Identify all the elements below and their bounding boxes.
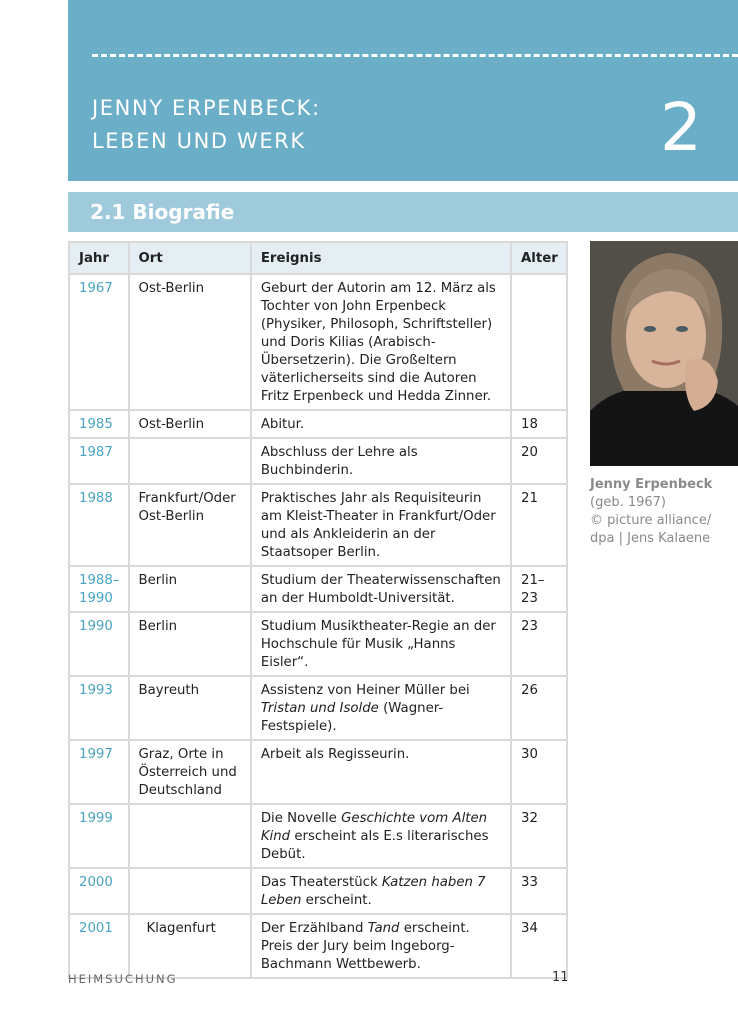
table-row bbox=[69, 740, 567, 804]
page-number: 11 bbox=[552, 970, 569, 985]
event-cell: Abschluss der Lehre als Buchbinderin. bbox=[251, 438, 511, 484]
year-cell: 1990 bbox=[69, 612, 129, 676]
column-header-year: Jahr bbox=[69, 242, 129, 274]
event-cell: Studium Musiktheater-Regie an der Hochschule für Musik „Hanns Eisler“. bbox=[251, 612, 511, 676]
year-cell: 2000 bbox=[69, 868, 129, 914]
event-text: Der Erzählband bbox=[260, 921, 368, 936]
event-text: Das Theaterstück bbox=[260, 875, 382, 890]
year-cell: 1993 bbox=[69, 676, 129, 740]
section-label: Biografie bbox=[132, 200, 235, 224]
year-cell: 1988–1990 bbox=[69, 566, 129, 612]
table-row bbox=[69, 612, 567, 676]
event-cell: Abitur. bbox=[251, 410, 511, 438]
work-title: Geschichte vom Alten Kind bbox=[260, 811, 488, 844]
caption-name: Jenny Erpenbeck bbox=[590, 477, 713, 492]
year-cell: 1997 bbox=[69, 740, 129, 804]
caption-credit-line1: © picture alliance/ bbox=[590, 513, 712, 528]
work-title: Tand bbox=[367, 921, 400, 936]
age-cell: 20 bbox=[511, 438, 567, 484]
table-row bbox=[69, 438, 567, 484]
chapter-title bbox=[92, 92, 321, 158]
year-cell: 1987 bbox=[69, 438, 129, 484]
event-cell: Geburt der Autorin am 12. März als Tochter von John Erpenbeck (Physiker, Philosoph, Schriftsteller) und Doris Kilias (Arabisch-Übersetzerin). Die Großeltern väterlicherseits sind die Autoren Fritz Erpenbeck und Hedda Zinner. bbox=[251, 274, 511, 410]
chapter-number: 2 bbox=[660, 89, 702, 166]
event-cell bbox=[251, 676, 511, 740]
place-cell: Bayreuth bbox=[129, 676, 251, 740]
age-cell: 32 bbox=[511, 804, 567, 868]
place-cell bbox=[129, 868, 251, 914]
event-cell bbox=[251, 804, 511, 868]
place-text: Klagenfurt bbox=[146, 921, 216, 936]
age-cell: 21–23 bbox=[511, 566, 567, 612]
section-heading-bar bbox=[68, 192, 738, 232]
age-cell: 30 bbox=[511, 740, 567, 804]
column-header-place: Ort bbox=[129, 242, 251, 274]
age-cell: 23 bbox=[511, 612, 567, 676]
event-text: (Wagner-Festspiele). bbox=[260, 701, 444, 734]
place-cell bbox=[129, 914, 251, 978]
year-cell: 1985 bbox=[69, 410, 129, 438]
event-cell: Studium der Theaterwissenschaften an der Humboldt-Universität. bbox=[251, 566, 511, 612]
year-cell: 1967 bbox=[69, 274, 129, 410]
column-header-event: Ereignis bbox=[251, 242, 511, 274]
dashed-divider bbox=[92, 54, 738, 57]
chapter-title-line2: LEBEN UND WERK bbox=[92, 129, 306, 153]
event-text: erscheint. bbox=[301, 893, 372, 908]
section-number: 2.1 bbox=[90, 200, 126, 224]
chapter-header bbox=[68, 0, 738, 181]
year-cell: 1999 bbox=[69, 804, 129, 868]
work-title: Tristan und Isolde bbox=[260, 701, 379, 716]
event-text: Assistenz von Heiner Müller bei bbox=[260, 683, 470, 698]
event-cell: Arbeit als Regisseurin. bbox=[251, 740, 511, 804]
age-cell: 33 bbox=[511, 868, 567, 914]
age-cell: 26 bbox=[511, 676, 567, 740]
place-cell bbox=[129, 438, 251, 484]
event-cell: Praktisches Jahr als Requisiteurin am Kleist-Theater in Frankfurt/Oder und als Ankleiderin an der Staatsoper Berlin. bbox=[251, 484, 511, 566]
place-cell bbox=[129, 804, 251, 868]
place-cell: Frankfurt/Oder Ost-Berlin bbox=[129, 484, 251, 566]
event-text: Die Novelle bbox=[260, 811, 342, 826]
work-title: Katzen haben 7 Leben bbox=[260, 875, 486, 908]
table-row bbox=[69, 868, 567, 914]
column-header-age: Alter bbox=[511, 242, 567, 274]
table-row bbox=[69, 566, 567, 612]
age-cell: 34 bbox=[511, 914, 567, 978]
age-cell: 18 bbox=[511, 410, 567, 438]
place-cell: Berlin bbox=[129, 612, 251, 676]
place-cell: Ost-Berlin bbox=[129, 274, 251, 410]
event-text-line2: Preis der Jury beim Ingeborg-Bachmann Wettbewerb. bbox=[260, 939, 455, 972]
year-cell: 1988 bbox=[69, 484, 129, 566]
table-row bbox=[69, 274, 567, 410]
table-row bbox=[69, 676, 567, 740]
table-row bbox=[69, 410, 567, 438]
portrait-illustration bbox=[590, 241, 738, 466]
place-cell: Berlin bbox=[129, 566, 251, 612]
biography-table bbox=[68, 241, 568, 979]
year-cell: 2001 bbox=[69, 914, 129, 978]
caption-detail: (geb. 1967) bbox=[590, 495, 666, 510]
running-footer-title: HEIMSUCHUNG bbox=[68, 972, 178, 986]
photo-caption bbox=[590, 476, 738, 548]
table-row bbox=[69, 804, 567, 868]
age-cell: 21 bbox=[511, 484, 567, 566]
place-cell: Graz, Orte in Österreich und Deutschland bbox=[129, 740, 251, 804]
place-cell: Ost-Berlin bbox=[129, 410, 251, 438]
event-cell bbox=[251, 868, 511, 914]
event-cell bbox=[251, 914, 511, 978]
event-text: erscheint als E.s literarisches Debüt. bbox=[260, 829, 489, 862]
author-photo bbox=[590, 241, 738, 466]
chapter-title-line1: JENNY ERPENBECK: bbox=[92, 96, 321, 120]
table-row bbox=[69, 484, 567, 566]
age-cell bbox=[511, 274, 567, 410]
caption-credit-line2: dpa | Jens Kalaene bbox=[590, 531, 711, 546]
event-text: erscheint. bbox=[399, 921, 470, 936]
table-row bbox=[69, 914, 567, 978]
section-title bbox=[90, 198, 234, 226]
table-header-row bbox=[69, 242, 567, 274]
